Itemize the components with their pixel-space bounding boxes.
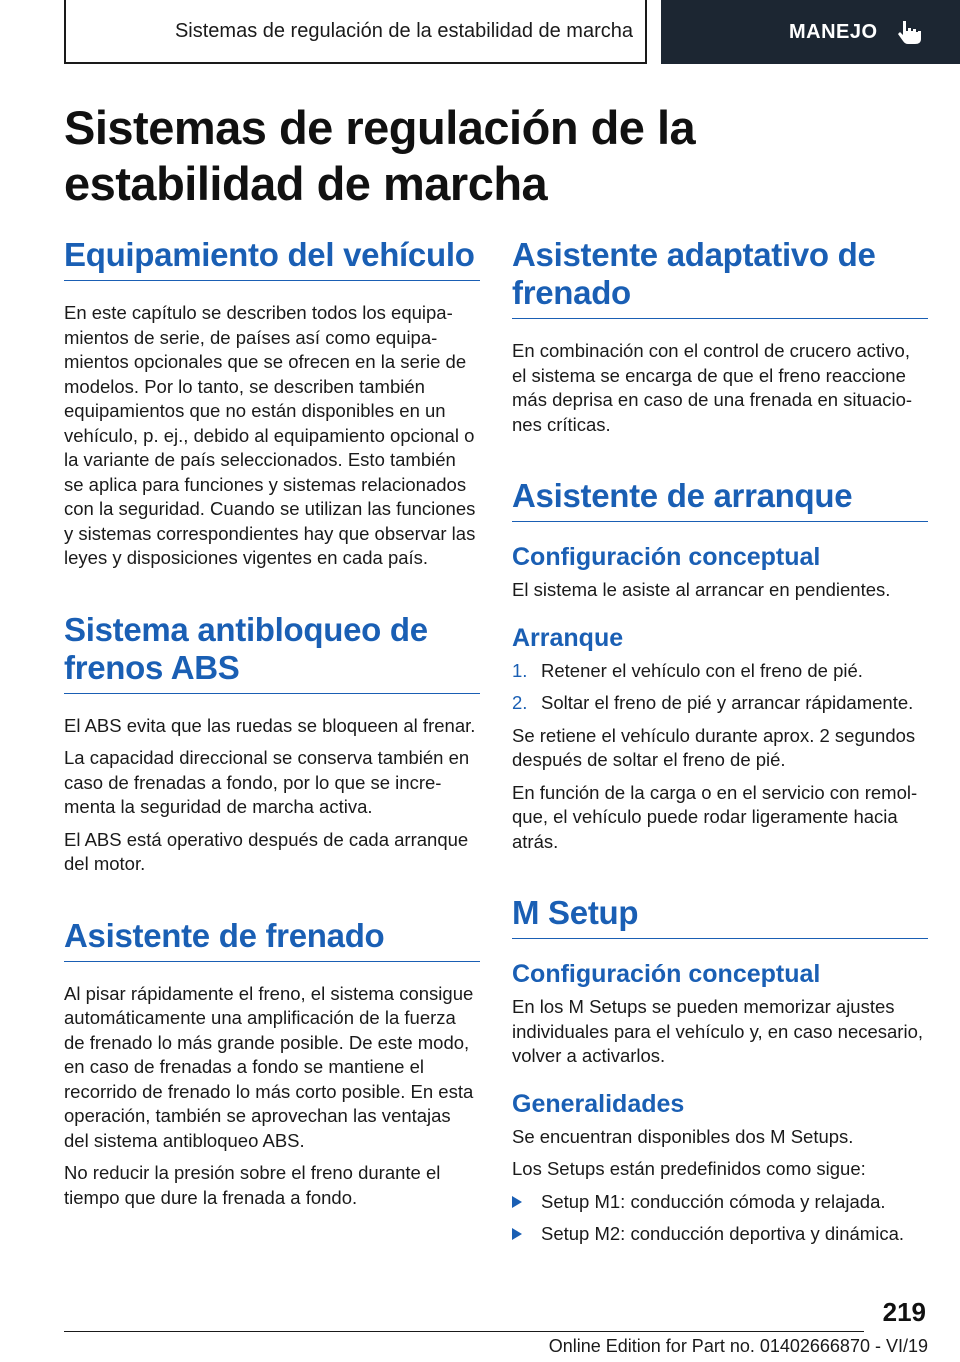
subheading-configuracion: Configuración conceptual (512, 543, 821, 571)
step-number: 2. (512, 692, 528, 713)
subheading-arranque: Arranque (512, 623, 624, 652)
heading-equipamiento: Equipamiento del vehículo (64, 236, 480, 281)
paragraph: No reducir la presión sobre el freno durante el tiempo que dure la frenada a fondo. (64, 1162, 441, 1208)
paragraph: En combinación con el control de crucero activo, el sistema se encarga de que el freno reaccione más deprisa en caso de una frenada en situaciones críticas. (512, 340, 913, 435)
paragraph: En este capítulo se describen todos los equipamientos de serie, de países así como equipamientos opcionales que se ofrecen en la serie de modelos. Por lo tanto, se describen también equipamientos que no están disponibles en un vehículo, p. ej., debido al equipamiento opcional o la variante de país seleccionados. Esto también se aplica para funciones y sistemas relacionados con la seguridad. Cuando se utilizan las funciones y sistemas correspondientes hay que observar las leyes y disposiciones vigentes en cada país. (64, 302, 476, 568)
steps-list (512, 659, 928, 716)
list-item (512, 1190, 928, 1215)
subheading-generalidades: Generalidades (512, 1089, 685, 1118)
bullet-text: Setup M2: conducción deportiva y dinámica. (541, 1223, 905, 1244)
section-label: Sistemas de regulación de la estabilidad de marcha (174, 19, 633, 42)
triangle-bullet-icon (512, 1190, 541, 1215)
paragraph: El sistema le asiste al arrancar en pendientes. (512, 579, 891, 600)
heading-m-setup: M Setup (512, 894, 928, 939)
heading-asistente-arranque: Asistente de arranque (512, 477, 928, 522)
list-item (512, 659, 928, 684)
heading-asistente-frenado: Asistente de frenado (64, 917, 480, 962)
left-column (64, 236, 480, 1210)
footer-divider (64, 1331, 864, 1332)
section-tab (64, 0, 647, 64)
footer-edition: Online Edition for Part no. 01402666870 - VI/19 (548, 1336, 928, 1356)
paragraph: Se encuentran disponibles dos M Setups. (512, 1125, 854, 1147)
paragraph: Al pisar rápidamente el freno, el sistema consigue automáticamente una amplificación de la fuerza de frenado lo más grande posible. De este modo, en caso de frenadas a fondo se mantiene el recorrido de frenado lo más corto posible. En esta operación, también se aprovechan las ventajas del sistema antibloqueo ABS. (64, 982, 474, 1151)
paragraph: Se retiene el vehículo durante aprox. 2 segundos después de soltar el freno de pié. (512, 724, 916, 770)
chapter-label: MANEJO (789, 20, 878, 43)
chapter-tab (661, 0, 960, 64)
page-header (64, 0, 960, 64)
page-number: 219 (882, 1297, 926, 1327)
subheading-configuracion: Configuración conceptual (512, 960, 821, 988)
pointing-hand-icon (894, 17, 924, 47)
paragraph: En los M Setups se pueden memorizar ajustes individuales para el vehículo y, en caso necesario, volver a activarlos. (512, 996, 924, 1066)
paragraph: El ABS está operativo después de cada arranque del motor. (64, 828, 469, 874)
paragraph: Los Setups están predefinidos como sigue: (512, 1158, 866, 1179)
bullet-text: Setup M1: conducción cómoda y relajada. (541, 1190, 886, 1212)
step-number: 1. (512, 659, 528, 681)
paragraph: El ABS evita que las ruedas se bloqueen al frenar. (64, 714, 476, 736)
bullet-list (512, 1190, 928, 1247)
heading-asistente-adaptativo: Asistente adaptativo de frenado (512, 236, 928, 319)
paragraph: La capacidad direccional se conserva también en caso de frenadas a fondo, por lo que se incrementa la seguridad de marcha activa. (64, 747, 470, 817)
paragraph: En función de la carga o en el servicio con remolque, el vehículo puede rodar ligeramente hacia atrás. (512, 781, 918, 852)
step-text: Soltar el freno de pié y arrancar rápidamente. (541, 692, 914, 713)
step-text: Retener el vehículo con el freno de pié. (541, 659, 863, 681)
right-column (512, 236, 928, 1255)
triangle-bullet-icon (512, 1222, 541, 1247)
heading-abs: Sistema antibloqueo de frenos ABS (64, 611, 480, 694)
list-item (512, 691, 928, 716)
list-item (512, 1222, 928, 1247)
page-title: Sistemas de regulación de la estabilidad de marcha (64, 101, 696, 210)
